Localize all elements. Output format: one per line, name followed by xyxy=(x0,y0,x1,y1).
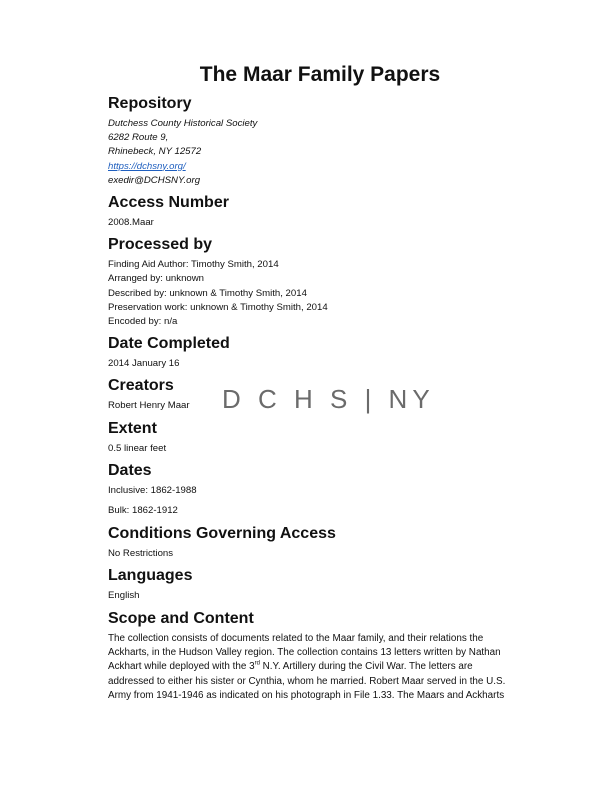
scope-heading: Scope and Content xyxy=(108,609,254,627)
access-number-value: 2008.Maar xyxy=(108,217,154,229)
dates-bulk: Bulk: 1862-1912 xyxy=(108,505,178,517)
repository-city: Rhinebeck, NY 12572 xyxy=(108,146,202,158)
processed-by-line: Described by: unknown & Timothy Smith, 2014 xyxy=(108,287,307,299)
extent-value: 0.5 linear feet xyxy=(108,442,167,454)
access-number-heading: Access Number xyxy=(108,194,229,212)
creators-section xyxy=(108,376,532,413)
date-completed-section xyxy=(108,334,532,371)
languages-value: English xyxy=(108,590,140,602)
document-page xyxy=(108,62,532,709)
creators-heading: Creators xyxy=(108,377,174,395)
languages-heading: Languages xyxy=(108,567,193,585)
conditions-value: No Restrictions xyxy=(108,548,174,560)
scope-line: Ackhart while deployed with the 3rd N.Y. Artillery during the Civil War. The letters are xyxy=(108,661,473,673)
repository-heading: Repository xyxy=(108,95,192,112)
scope-section xyxy=(108,609,532,704)
date-completed-value: 2014 January 16 xyxy=(108,358,180,370)
dates-section xyxy=(108,461,532,518)
dates-inclusive: Inclusive: 1862-1988 xyxy=(108,484,197,496)
repository-url-link[interactable]: https://dchsny.org/ xyxy=(108,160,186,172)
repository-section xyxy=(108,94,532,188)
scope-line: The collection consists of documents related to the Maar family, and their relations the xyxy=(108,632,484,644)
extent-section xyxy=(108,419,532,456)
conditions-heading: Conditions Governing Access xyxy=(108,525,336,543)
date-completed-heading: Date Completed xyxy=(108,335,230,353)
watermark-logo: D C H S | NY xyxy=(222,384,435,414)
page-title: The Maar Family Papers xyxy=(199,63,441,86)
processed-by-section xyxy=(108,235,532,329)
processed-by-line: Encoded by: n/a xyxy=(108,316,178,328)
processed-by-heading: Processed by xyxy=(108,236,213,254)
repository-name: Dutchess County Historical Society xyxy=(108,118,258,129)
scope-line: addressed to either his sister or Cynthia, whom he married. Robert Maar served in the U.S. xyxy=(108,675,506,687)
conditions-section xyxy=(108,524,532,561)
extent-heading: Extent xyxy=(108,419,157,437)
processed-by-line: Preservation work: unknown & Timothy Smith, 2014 xyxy=(108,301,328,313)
dates-heading: Dates xyxy=(108,461,152,479)
scope-line: Ackharts, in the Hudson Valley region. The collection contains 13 letters written by Nathan xyxy=(108,647,501,659)
processed-by-line: Arranged by: unknown xyxy=(108,273,204,285)
repository-email: exedir@DCHSNY.org xyxy=(108,174,201,186)
repository-street: 6282 Route 9, xyxy=(108,132,169,144)
scope-line: Army from 1941-1946 as indicated on his photograph in File 1.33. The Maars and Ackharts xyxy=(108,690,505,702)
languages-section xyxy=(108,566,532,603)
creators-value: Robert Henry Maar xyxy=(108,400,190,412)
processed-by-line: Finding Aid Author: Timothy Smith, 2014 xyxy=(108,259,279,271)
access-number-section xyxy=(108,193,532,230)
